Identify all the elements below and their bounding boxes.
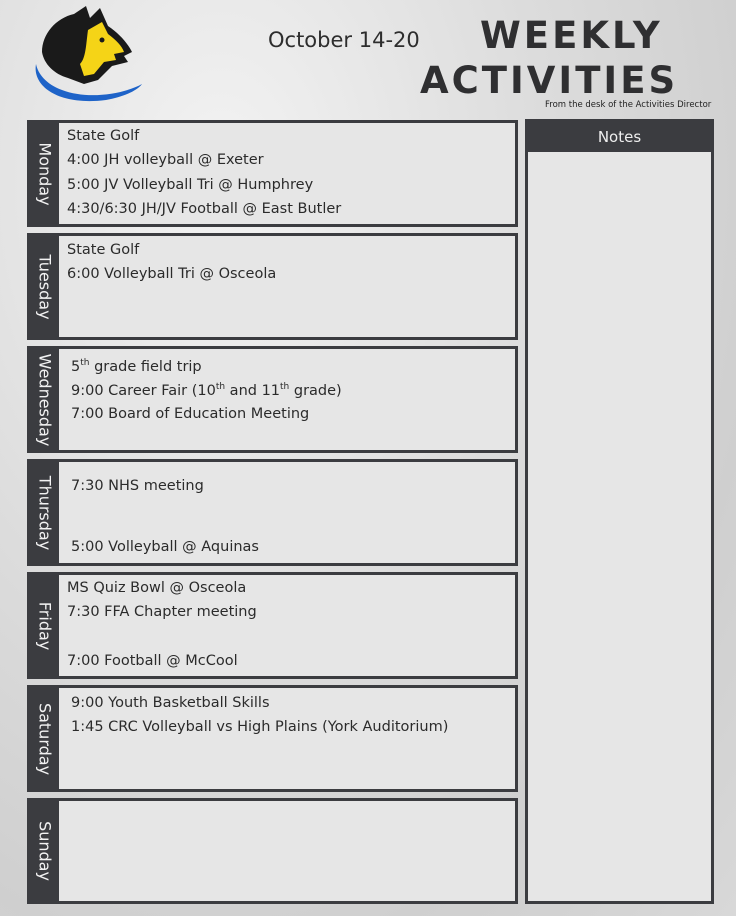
activity-item: 6:00 Volleyball Tri @ Osceola [67,266,277,282]
activity-item: State Golf [67,128,140,144]
activity-item: 4:30/6:30 JH/JV Football @ East Butler [67,201,342,217]
activity-item: 7:30 FFA Chapter meeting [67,604,257,620]
activity-item: 7:30 NHS meeting [71,478,204,494]
activity-item: 5:00 JV Volleyball Tri @ Humphrey [67,177,314,193]
activity-item: 4:00 JH volleyball @ Exeter [67,152,264,168]
date-range: October 14-20 [268,28,420,52]
day-label: Friday [35,601,54,650]
day-label: Sunday [35,821,54,881]
day-tab [30,801,59,901]
day-tab [30,236,59,337]
activity-item: 9:00 Career Fair (10th and 11th grade) [71,382,342,399]
title-weekly: WEEKLY [480,14,663,57]
activity-item: State Golf [67,242,140,258]
day-monday [27,120,518,227]
day-saturday [27,685,518,792]
day-friday [27,572,518,679]
day-label: Wednesday [35,353,54,446]
day-tab [30,123,59,224]
activity-item: 7:00 Football @ McCool [67,653,238,669]
activity-item: 1:45 CRC Volleyball vs High Plains (York Auditorium) [71,719,449,735]
activity-item: 5th grade field trip [71,358,202,375]
title-activities: ACTIVITIES [420,59,679,102]
day-tab [30,349,59,450]
subtitle: From the desk of the Activities Director [545,100,712,110]
day-label: Saturday [35,702,54,775]
activity-item: 5:00 Volleyball @ Aquinas [71,539,259,555]
day-wednesday [27,346,518,453]
day-label: Monday [35,141,54,206]
activity-item: MS Quiz Bowl @ Osceola [67,580,247,596]
day-tab [30,462,59,563]
notes-title: Notes [528,122,711,152]
husky-logo [28,4,144,104]
day-thursday [27,459,518,566]
day-tuesday [27,233,518,340]
notes-panel [525,119,714,904]
day-label: Tuesday [35,253,54,320]
day-tab [30,688,59,789]
activity-item: 7:00 Board of Education Meeting [71,406,310,422]
activity-item: 9:00 Youth Basketball Skills [71,695,270,711]
day-label: Thursday [35,475,54,550]
day-sunday [27,798,518,904]
day-tab [30,575,59,676]
